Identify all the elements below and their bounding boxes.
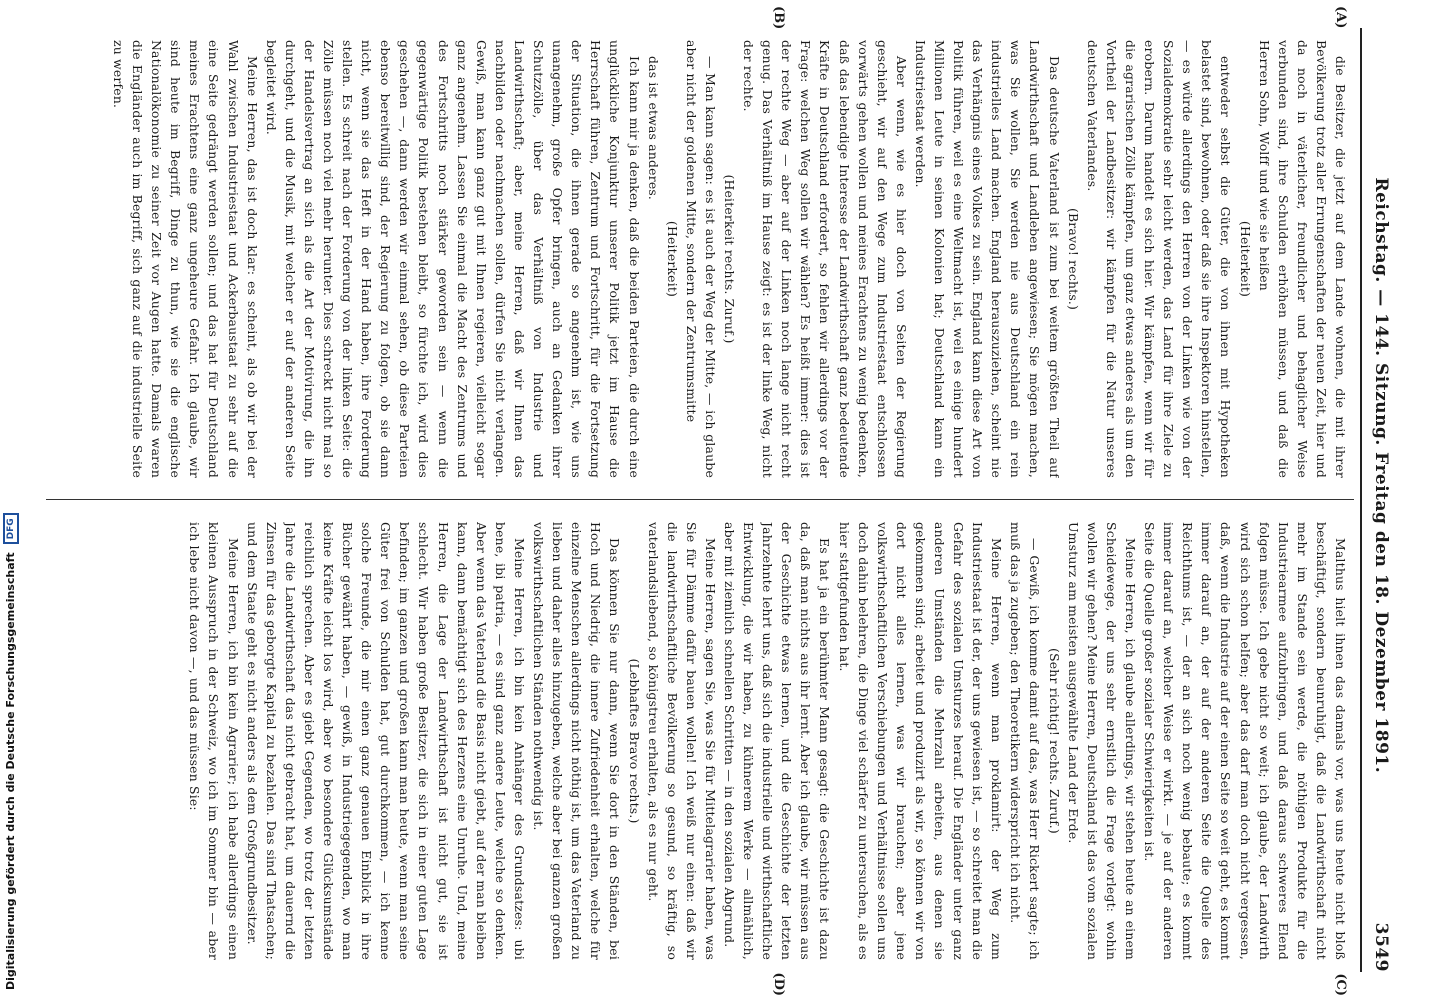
margin-marker-a: (A) bbox=[1333, 6, 1348, 29]
interjection: (Heiterkeit) bbox=[664, 220, 680, 298]
paragraph: Aber wenn, wie es hier doch von Seiten der Regierung geschieht, wir auf den Wege zum Industriestaat entschlossen vorwärts gehen wollen und meines Erachtens zu wenig bedenken, daß das lebendige Interesse der Landwirthschaft ganz bedeutende Kräfte in Deutschland erfordert, so fehlen wir allerdings vor der Frage: welchen Weg sollen wir wählen? Es heißt immer: dies ist der rechte Weg — aber auf der Linken noch lange nicht recht genug. Das Verhältniß im Hause zeigt: es ist der linke Weg, nicht der rechte. bbox=[741, 40, 909, 478]
paragraph: Meine Herren, sagen Sie, was Sie für Mittelagrarier haben, was Sie für Dämme dafür bauen wollen! Ich weiß nur einen: daß wir die landwirthschaftliche Bevölkerung so gesund, so kräftig, so vaterlandsliebend, so königstreu erhalten, als es nur geht. bbox=[645, 522, 718, 960]
credit-label: Digitalisierung gefördert durch die Deutsche Forschungsgemeinschaft bbox=[4, 552, 17, 990]
margin-marker-b: (B) bbox=[771, 6, 786, 30]
paragraph: Das deutsche Vaterland ist zum bei weitem größten Theil auf Landwirthschaft und Landleben angewiesen; Sie mögen machen, was Sie wollen, Sie werden nie aus Deutschland ein rein industrielles Land machen. England herauszuziehen, scheint nie das Verhängnis eines Volkes zu sein. England kann diese Art von Politik führen, weil es eine Weltmacht ist, weil es einige hundert Millionen Leute in seinen Kolonien hat; Deutschland kann ein Industriestaat werden. bbox=[912, 40, 1062, 478]
interjection: (Heiterkeit) bbox=[1237, 220, 1253, 298]
paragraph: entweder selbst die Güter, die von ihnen mit Hypotheken belastet sind, bewohnen, oder daß sie ihre Inspektoren hinstellen, — es würde allerdings den Herren von der Linken wie von der Sozialdemokratie sehr leicht werden, das Land für ihre Ziele zu erobern. Darum handelt es sich hier. Wir kämpfen, wenn wir für die agrarischen Zölle kämpfen, um ganz etwas anderes als um den Vortheil der Landbesitzer: wir kämpfen für die Natur unseres deutschen Vaterlandes. bbox=[1084, 40, 1234, 478]
paragraph: — Man kann sagen: es ist auch der Weg der Mitte, — ich glaube aber nicht der goldenen Mitte, sondern der Zentrumsmitte bbox=[683, 40, 718, 478]
paragraph: Meine Herren, ich glaube allerdings, wir stehen heute an einem Scheidewege, der uns sehr ernstlich die Frage vorlegt: wohin wollen wir gehen? Meine Herren, Deutschland ist das vom sozialen Umsturz am meisten ausgewählte Land der Erde. bbox=[1065, 522, 1138, 960]
paragraph: Meine Herren, das ist doch klar: es scheint, als ob wir bei der Wahl zwischen Industriestaat und Ackerbaustaat zu sehr auf die eine Seite gedrängt werden sollen; und das hat für Deutschland meines Erachtens eine ganz ungeheure Gefahr. Ich glaube, wir sind heute im Begriff, Dinge zu thun, wie sie die englische Nationalökonomie zu seiner Zeit vor Augen hatte. Damals waren die Engländer auch im Begriff, sich ganz auf die industrielle Seite zu werfen. bbox=[111, 40, 260, 478]
rotated-document-page bbox=[26, 0, 1406, 1000]
paragraph: Das können Sie nur dann, wenn Sie dort in den Ständen, bei Hoch und Niedrig, die innere Zufriedenheit erhalten, welche für einzelne Menschen allerdings nicht nöthig ist, um das Vaterland zu lieben und daher alles hinzugeben, welche aber bei ganzen großen volkswirthschaftlichen Ständen nothwendig ist. bbox=[531, 522, 623, 960]
paragraph: die Besitzer, die jetzt auf dem Lande wohnen, die mit ihrer Bevölkerung trotz aller Errungenschaften der neuen Zeit, hier und da noch in väterlicher, freundlicher und behaglicher Weise verbunden sind, ihre Schulden erhöhen müssen, und daß die Herren Sohn, Wolff und wie sie heißen bbox=[1256, 40, 1348, 478]
paragraph: Es hat ja ein berühmter Mann gesagt: die Geschichte ist dazu da, daß man nichts aus ihr lernt. Aber ich glaube, wir müssen aus der Geschichte etwas lernen, und die Geschichte der letzten Jahrzehnte lehrt uns, daß sich die industrielle und wirthschaftliche Entwicklung, die wir haben, zu kühnerem Werke — allmählich, aber mit ziemlich schnellen Schritten — in den sozialen Abgrund. bbox=[722, 522, 833, 960]
interjection: (Bravo! rechts.) bbox=[1065, 207, 1081, 311]
paragraph: Malthus hielt ihnen das damals vor, was uns heute nicht bloß beschäftigt, sondern beunruhigt, daß die Landwirthschaft nicht mehr im Stande sein werde, die nöthigen Produkte für die Industriearmee aufzubringen, und daß daraus schweres Elend folgen müsse. Ich gebe nicht so weit; ich glaube, der Landwirth wird sich schon helfen; aber das darf man doch nicht vergessen, daß, wenn die Industrie auf der einen Seite so weit geht, es kommt immer darauf an, der auf der anderen Seite die Quelle des Reichthums ist, — der an sich noch wenig bebaute; es kommt immer darauf an, welcher Weise er wirkt. — je auf der anderen Seite die Quelle großer sozialer Schwierigkeiten ist. bbox=[1142, 522, 1348, 960]
dfg-logo-icon: DFG bbox=[3, 513, 19, 544]
digitization-credit bbox=[0, 0, 22, 1000]
digitization-credit-text bbox=[0, 10, 22, 990]
margin-marker-d: (D) bbox=[771, 972, 786, 996]
column-divider bbox=[46, 499, 1354, 500]
paragraph: Ich kann mir ja denken, daß die beiden Parteien, die durch eine unglückliche Konjunktur unserer Politik jetzt im Hause die Herrschaft führen, Zentrum und Fortschritt, für die Fortsetzung der Situation, die ihnen gerade so angenehm ist, wie uns unangenehm, große Opfer bringen, auch an Gedanken ihrer Schutzzölle, über das Verhältniß von Industrie und Landwirthschaft; aber, meine Herren, daß wir Ihnen das nachbilden oder nachmachen sollen, dürfen Sie nicht verlangen. Gewiß, man kann ganz gut mit Ihnen regieren, vielleicht sogar ganz angenehm. Lassen Sie einmal die Macht des Zentrums und des Fortschritts noch stärker geworden sein — wenn die gegenwärtige Politik bestehen bleibt, so fürchte ich, wird dies geschehen —, dann werden wir einmal sehen, ob diese Parteien ebenso bereitwillig sind, der Regierung zu folgen, ob sie dann nicht, wenn sie das Heft in der Hand haben, ihre Forderung stellen. Es schreit nach der Forderung von der linken Seite: die Zölle müssen noch viel mehr herunter. Dies schreckt nicht mal so der Handelsvertrag an sich als die Art der Motivirung, die ihn durchgeht, und die Musik, mit welcher er auf der anderen Seite begleitet wird. bbox=[263, 40, 642, 478]
interjection: (Lebhaftes Bravo rechts.) bbox=[626, 658, 642, 824]
paragraph: Meine Herren, ich bin kein Agrarier; ich habe allerdings einen kleinen Ausspruch in der Schweiz, wo ich im Sommer bin — aber ich lebe nicht davon —, und das müssen Sie: bbox=[187, 522, 241, 960]
interjection: (Sehr richtig! rechts. Zuruf.) bbox=[1046, 648, 1062, 834]
paragraph: das ist etwas anderes. bbox=[645, 56, 661, 201]
left-text-column bbox=[46, 40, 1350, 478]
header-rule bbox=[1360, 28, 1362, 972]
margin-marker-c: (C) bbox=[1333, 973, 1348, 996]
paragraph: Meine Herren, ich bin kein Anhänger des Grundsatzes: ubi bene, ibi patria, — es sind ganz andere Leute, welche so denken. Aber wenn das Vaterland die Basis nicht giebt, auf der man bleiben kann, dann bemächtigt sich des Herzens eine Unruhe. Und, meine Herren, die Lage der Landwirthschaft ist nicht gut, sie ist schlecht. Wir haben große Besitzer, die sich in einer guten Lage befinden; im ganzen und großen kann man heute, wenn man seine Güter frei von Schulden hat, gut durchkommen, — ich kenne solche Freunde, die mir einen ganz genauen Einblick in ihre Bücher gewährt haben, — gewiß, in Industriegegenden, wo man keine Kräfte leicht los wird, aber wo besondere Glücksumstände reichlich sprechen. Aber es giebt Gegenden, wo trotz der letzten Jahre die Landwirthschaft das nicht gebracht hat, um dauernd die Zinsen für das geborgte Kapital zu bezahlen. Das sind Thatsachen; und dem Staate geht es nicht anders als dem Großgrundbesitzer. bbox=[244, 522, 527, 960]
right-text-column bbox=[46, 522, 1350, 960]
header-title: Reichstag. — 144. Sitzung. Freitag den 18. Dezember 1891. bbox=[1371, 177, 1391, 774]
interjection: (Heiterkeit rechts. Zuruf.) bbox=[722, 174, 737, 344]
page-number: 3549 bbox=[1371, 922, 1391, 972]
paragraph: Meine Herren, wenn man proklamirt: der Weg zum Industriestaat ist der, der uns gewiesen ist, — so schreitet man die Gefahr des sozialen Umsturzes herauf. Die Engländer unter ganz anderen Umständen die Mehrzahl arbeiten, aus denen sie gekommen sind; arbeitet und produzirt als wir, so können wir von dort nicht alles lernen, was wir brauchen; aber jene volkswirthschaftlichen Verschiebungen und Verhältnisse sollen uns doch dahin belehren, die Dinge viel schärfer zu untersuchen, als es hier stattgefunden hat. bbox=[836, 522, 1005, 960]
paragraph: — Gewiß, ich komme damit auf das, was Herr Rickert sagte; ich muß das ja zugeben; den Theoretikern widerspricht ich nicht. bbox=[1008, 522, 1043, 960]
page-header bbox=[1366, 28, 1396, 972]
